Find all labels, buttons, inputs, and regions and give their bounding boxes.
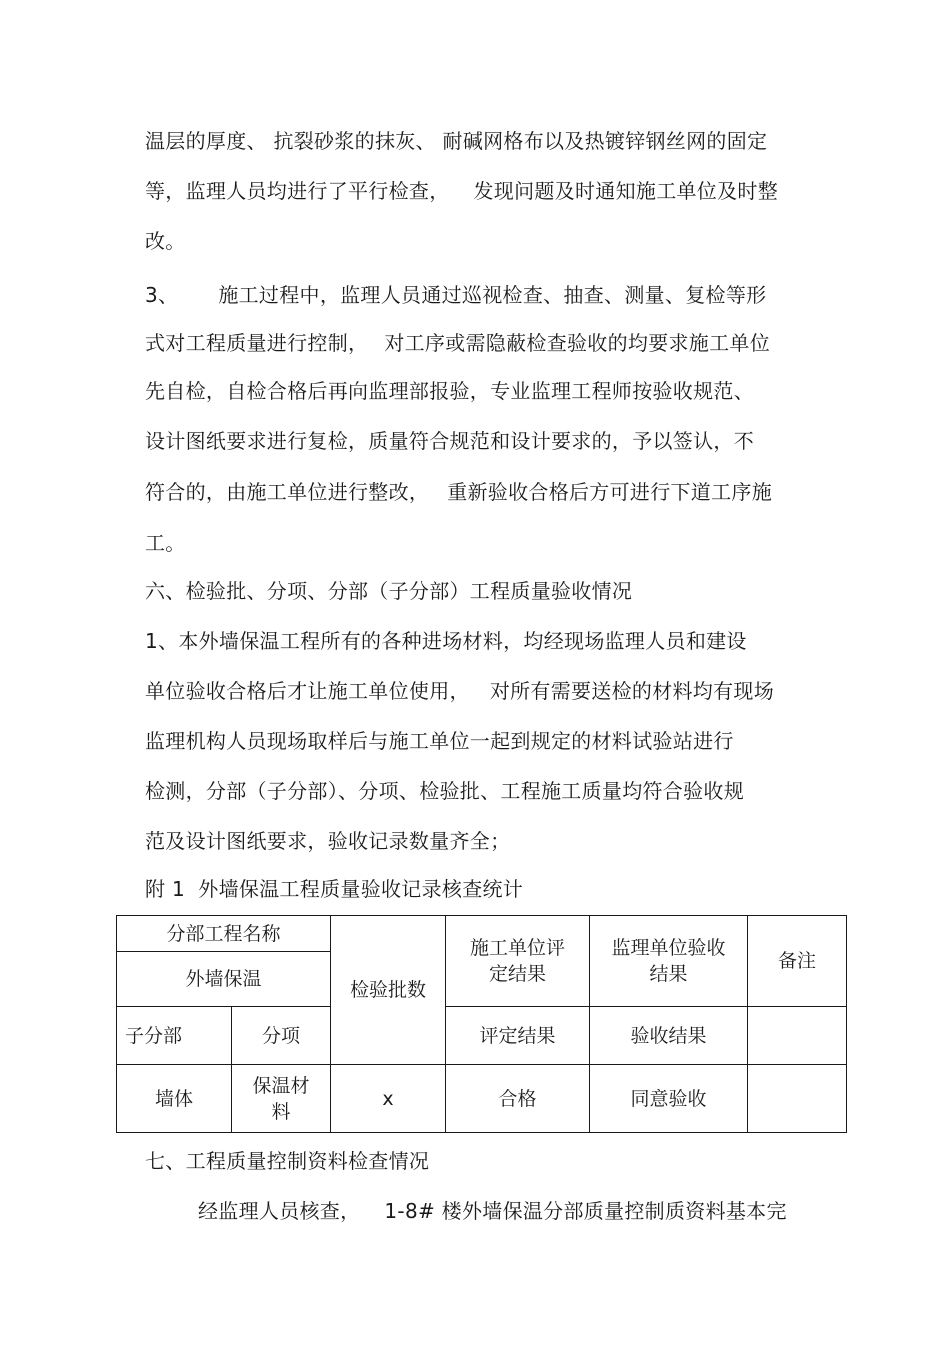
supervisor-accept-header [590, 916, 748, 1007]
table-caption: 附 1 外墙保温工程质量验收记录核查统计 [145, 877, 524, 901]
text: 1-8# 楼外墙保温分部质量控制质资料基本完 [384, 1199, 787, 1223]
subdivision-cell: 墙体 [117, 1065, 232, 1133]
line: 检测，分部（子分部）、分项、检验批、工程施工质量均符合验收规 [145, 779, 744, 803]
line: 设计图纸要求进行复检，质量符合规范和设计要求的，予以签认，不 [145, 429, 754, 453]
eval-result-header: 评定结果 [446, 1007, 590, 1065]
accept-result-header: 验收结果 [590, 1007, 748, 1065]
division-name-header: 分部工程名称 [117, 916, 331, 952]
text: 单位验收合格后才让施工单位使用， [145, 679, 470, 703]
line [145, 329, 770, 357]
line: 先自检，自检合格后再向监理部报验，专业监理工程师按验收规范、 [145, 379, 754, 403]
line [145, 177, 778, 205]
contractor-eval-header [446, 916, 590, 1007]
text: 监理单位验收 [611, 937, 726, 959]
text: 发现问题及时通知施工单位及时整 [473, 179, 778, 203]
division-name-value: 外墙保温 [117, 952, 331, 1007]
text: 定结果 [489, 963, 547, 985]
section-heading: 七、工程质量控制资料检查情况 [145, 1149, 430, 1173]
line [145, 281, 766, 309]
line [145, 478, 772, 506]
text: 保温材 [252, 1074, 310, 1097]
eval-result-cell: 合格 [446, 1065, 590, 1133]
remarks-value-cell [748, 1065, 847, 1133]
table-row [117, 1065, 847, 1133]
text: 施工过程中，监理人员通过巡视检查、抽查、测量、复检等形 [218, 283, 767, 307]
text: 施工单位评 [470, 937, 566, 959]
batch-count-cell: x [331, 1065, 446, 1133]
item-cell [232, 1065, 331, 1133]
line [145, 677, 774, 705]
section-heading: 六、检验批、分项、分部（子分部）工程质量验收情况 [145, 579, 633, 603]
line: 1、本外墙保温工程所有的各种进场材料，均经现场监理人员和建设 [145, 629, 747, 653]
remarks-cell [748, 1007, 847, 1065]
remarks-header: 备注 [748, 916, 847, 1007]
list-number: 3、 [145, 283, 179, 307]
accept-result-cell: 同意验收 [590, 1065, 748, 1133]
text: 式对工程质量进行控制， [145, 331, 369, 355]
line [198, 1197, 787, 1225]
text: 料 [271, 1100, 291, 1123]
line: 范及设计图纸要求，验收记录数量齐全； [145, 829, 511, 853]
batch-count-header: 检验批数 [331, 916, 446, 1065]
text: 等，监理人员均进行了平行检查， [145, 179, 450, 203]
item-header: 分项 [232, 1007, 331, 1065]
subdivision-header: 子分部 [117, 1007, 232, 1065]
text: 对所有需要送检的材料均有现场 [489, 679, 775, 703]
text: 重新验收合格后方可进行下道工序施 [447, 480, 773, 504]
acceptance-table [116, 915, 847, 1133]
text: 符合的，由施工单位进行整改， [145, 480, 430, 504]
line: 工。 [145, 531, 186, 555]
text: 经监理人员核查， [198, 1199, 361, 1223]
line: 温层的厚度、 抗裂砂浆的抹灰、 耐碱网格布以及热镀锌钢丝网的固定 [145, 129, 768, 153]
text: 结果 [649, 963, 688, 985]
line: 改。 [145, 229, 186, 253]
line: 监理机构人员现场取样后与施工单位一起到规定的材料试验站进行 [145, 729, 734, 753]
text: 对工序或需隐蔽检查验收的均要求施工单位 [384, 331, 771, 355]
